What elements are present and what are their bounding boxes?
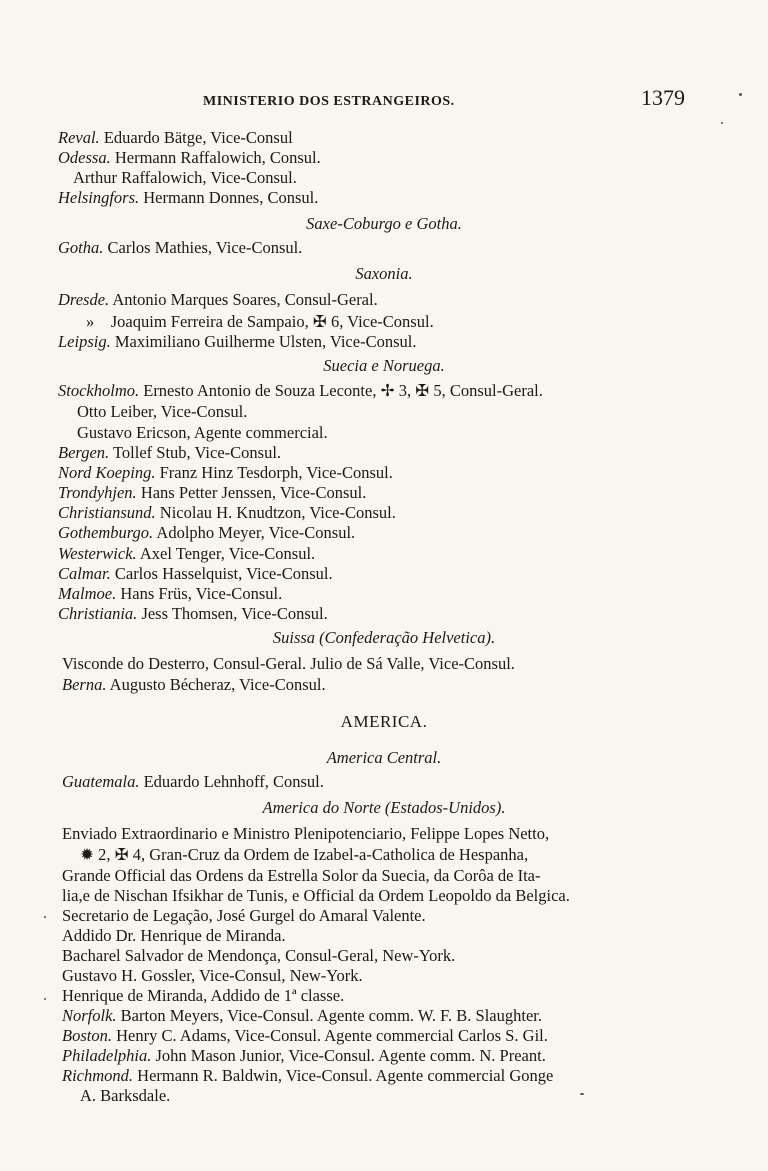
entry-line: Leipsig. Maximiliano Guilherme Ulsten, Vice-Consul. [58, 332, 417, 351]
section-heading: Saxe-Coburgo e Gotha. [306, 214, 462, 233]
order-decoration-icon: ✠ [415, 381, 430, 400]
entry-line: Helsingfors. Hermann Donnes, Consul. [58, 188, 319, 207]
entry-line: » Joaquim Ferreira de Sampaio, ✠ 6, Vice-Consul. [86, 312, 434, 331]
entry-line: Gotha. Carlos Mathies, Vice-Consul. [58, 238, 303, 257]
entry-line: Westerwick. Axel Tenger, Vice-Consul. [58, 544, 316, 563]
print-speck [721, 122, 723, 124]
entry-line: ✹ 2, ✠ 4, Gran-Cruz da Ordem de Izabel-a-Catholica de Hespanha, [80, 845, 529, 864]
star-decoration-icon: ✹ [80, 845, 94, 864]
entry-line: Bacharel Salvador de Mendonça, Consul-Geral, New-York. [62, 946, 456, 965]
entry-line: Trondyhjen. Hans Petter Jenssen, Vice-Consul. [58, 483, 367, 502]
entry-line: Grande Official das Ordens da Estrella Solor da Suecia, da Corôa de Ita- [62, 866, 541, 885]
entry-line: Henrique de Miranda, Addido de 1ª classe. [62, 986, 345, 1005]
entry-line: A. Barksdale. [80, 1086, 171, 1105]
print-speck [580, 1093, 584, 1095]
entry-line: Boston. Henry C. Adams, Vice-Consul. Agente commercial Carlos S. Gil. [62, 1026, 548, 1045]
entry-line: Odessa. Hermann Raffalowich, Consul. [58, 148, 321, 167]
print-speck [44, 916, 46, 918]
cross-decoration-icon: ✢ [380, 381, 395, 400]
entry-line: Bergen. Tollef Stub, Vice-Consul. [58, 443, 282, 462]
print-speck [739, 93, 742, 96]
entry-line: Stockholmo. Ernesto Antonio de Souza Leconte, ✢ 3, ✠ 5, Consul-Geral. [58, 381, 543, 400]
entry-line: Richmond. Hermann R. Baldwin, Vice-Consul. Agente commercial Gonge [62, 1066, 554, 1085]
order-decoration-icon: ✠ [312, 312, 327, 331]
entry-line: Philadelphia. John Mason Junior, Vice-Consul. Agente comm. N. Preant. [62, 1046, 546, 1065]
page-number: 1379 [641, 85, 685, 110]
entry-line: Gustavo Ericson, Agente commercial. [77, 423, 328, 442]
running-header: MINISTERIO DOS ESTRANGEIROS. [203, 94, 455, 109]
entry-line: Berna. Augusto Bécheraz, Vice-Consul. [62, 675, 326, 694]
order-decoration-icon: ✠ [114, 845, 129, 864]
entry-line: Nord Koeping. Franz Hinz Tesdorph, Vice-Consul. [58, 463, 393, 482]
section-heading: Saxonia. [355, 264, 413, 283]
section-heading: Suecia e Noruega. [323, 356, 445, 375]
entry-line: Gothemburgo. Adolpho Meyer, Vice-Consul. [58, 523, 356, 542]
entry-line: Christiansund. Nicolau H. Knudtzon, Vice-Consul. [58, 503, 396, 522]
entry-line: lia,e de Nischan Ifsikhar de Tunis, e Official da Ordem Leopoldo da Belgica. [62, 886, 570, 905]
entry-line: Gustavo H. Gossler, Vice-Consul, New-York. [62, 966, 363, 985]
entry-line: Enviado Extraordinario e Ministro Plenipotenciario, Felippe Lopes Netto, [62, 824, 550, 843]
entry-line: Dresde. Antonio Marques Soares, Consul-Geral. [58, 290, 378, 309]
entry-line: Otto Leiber, Vice-Consul. [77, 402, 248, 421]
entry-line: Christiania. Jess Thomsen, Vice-Consul. [58, 604, 328, 623]
entry-line: Secretario de Legação, José Gurgel do Amaral Valente. [62, 906, 426, 925]
section-heading: AMERICA. [340, 712, 428, 731]
entry-line: Reval. Eduardo Bätge, Vice-Consul [58, 128, 293, 147]
entry-line: Malmoe. Hans Früs, Vice-Consul. [58, 584, 283, 603]
entry-line: Addido Dr. Henrique de Miranda. [62, 926, 286, 945]
entry-line: Calmar. Carlos Hasselquist, Vice-Consul. [58, 564, 333, 583]
entry-line: Guatemala. Eduardo Lehnhoff, Consul. [62, 772, 324, 791]
entry-line: Visconde do Desterro, Consul-Geral. Julio de Sá Valle, Vice-Consul. [62, 654, 515, 673]
entry-line: Arthur Raffalowich, Vice-Consul. [73, 168, 297, 187]
entry-line: Norfolk. Barton Meyers, Vice-Consul. Agente comm. W. F. B. Slaughter. [62, 1006, 542, 1025]
section-heading: America Central. [326, 748, 442, 767]
section-heading: Suissa (Confederação Helvetica). [272, 628, 496, 647]
section-heading: America do Norte (Estados-Unidos). [262, 798, 506, 817]
print-speck [44, 998, 46, 1000]
